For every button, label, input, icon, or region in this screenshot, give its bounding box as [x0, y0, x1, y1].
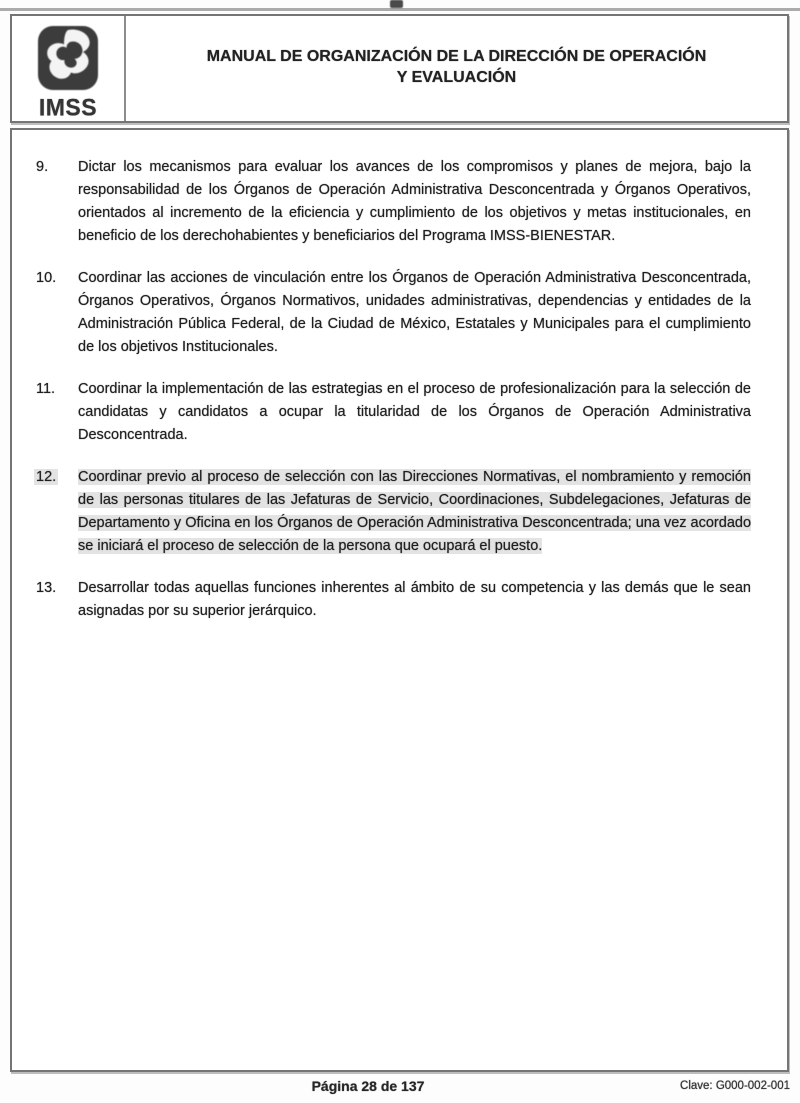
list-item-number: 10.: [36, 270, 57, 286]
header-title-cell: [126, 16, 787, 121]
list-item-number: 12.: [36, 469, 57, 485]
list-item-number: 9.: [36, 159, 49, 175]
page-number: Página 28 de 137: [311, 1078, 425, 1094]
scan-artifact-mark: [390, 0, 403, 8]
page-top-rule: [0, 8, 800, 11]
list-item: [34, 267, 757, 359]
imss-logo-text: IMSS: [38, 93, 98, 121]
list-item: [34, 577, 757, 623]
page-title: [207, 46, 707, 88]
page-title-line1: MANUAL DE ORGANIZACIÓN DE LA DIRECCIÓN DE OPERACIÓN: [206, 48, 707, 65]
list-item-text: Desarrollar todas aquellas funciones inherentes al ámbito de su competencia y las demás que le sean asignadas por su superior jerárquico.: [78, 580, 751, 619]
list-item-text: Coordinar previo al proceso de selección con las Direcciones Normativas, el nombramiento y remoción de las personas titulares de las Jefaturas de Servicio, Coordinaciones, Subdelegaciones, Jefaturas de Departamento y Oficina en los Órganos de Operación Administrativa Desconcentrada; una vez acordado se iniciará el proceso de selección de la persona que ocupará el puesto.: [78, 469, 752, 554]
imss-eagle-icon: [37, 25, 99, 96]
page-title-line2: Y EVALUACIÓN: [396, 69, 517, 86]
list-item-text: Coordinar las acciones de vinculación entre los Órganos de Operación Administrativa Desconcentrada, Órganos Operativos, Órganos Normativos, unidades administrativas, dependencias y entidades de la Administración Pública Federal, de la Ciudad de México, Estatales y Municipales para el cumplimiento de los objetivos Institucionales.: [78, 270, 751, 355]
list-item-number: 13.: [36, 580, 57, 596]
imss-logo: [12, 16, 126, 121]
list-item-text: Coordinar la implementación de las estrategias en el proceso de profesionalización para la selección de candidatas y candidatos a ocupar la titularidad de los Órganos de Operación Administrativa Desconcentrada.: [78, 381, 751, 443]
document-header: [10, 14, 789, 123]
list-item: [34, 466, 757, 558]
document-code: Clave: G000-002-001: [680, 1080, 790, 1092]
numbered-list: [34, 156, 757, 623]
list-item: [34, 378, 757, 447]
list-item: [34, 156, 757, 248]
document-body: [10, 128, 789, 1072]
list-item-number: 11.: [36, 381, 56, 397]
list-item-text: Dictar los mecanismos para evaluar los avances de los compromisos y planes de mejora, bajo la responsabilidad de los Órganos de Operación Administrativa Desconcentrada y Órganos Operativos, orientados al incremento de la eficiencia y cumplimiento de los objetivos y metas institucionales, en beneficio de los derechohabientes y beneficiarios del Programa IMSS-BIENESTAR.: [78, 159, 751, 244]
